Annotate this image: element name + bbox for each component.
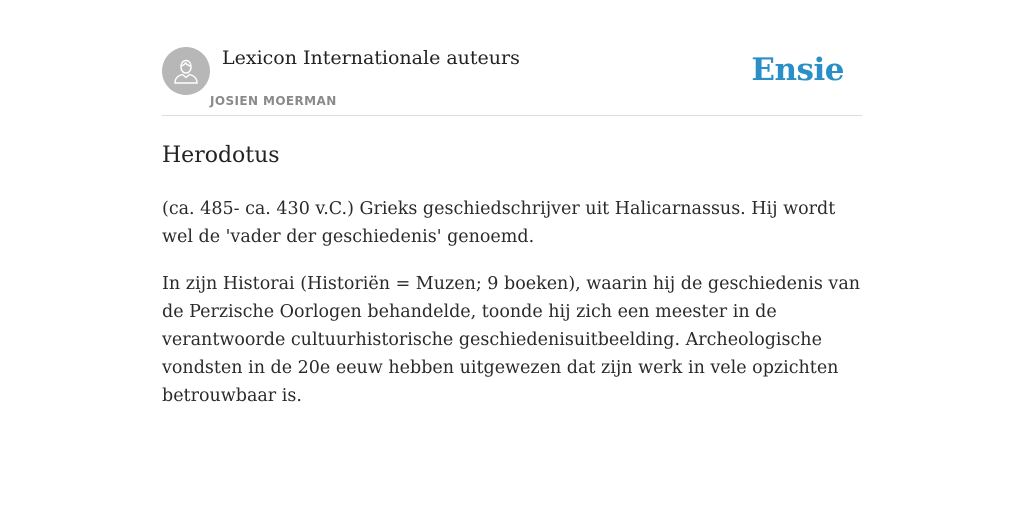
book-title[interactable]: Lexicon Internationale auteurs	[222, 47, 520, 69]
header	[162, 46, 862, 116]
entry-paragraph: (ca. 485- ca. 430 v.C.) Grieks geschiedschrijver uit Halicarnassus. Hij wordt wel de 'vader der geschiedenis' genoemd.	[162, 199, 836, 247]
entry-title: Herodotus	[162, 143, 280, 168]
user-avatar-icon[interactable]	[162, 47, 210, 95]
page	[162, 0, 862, 410]
author-name[interactable]: JOSIEN MOERMAN	[210, 94, 337, 108]
entry-paragraph: In zijn Historai (Historiën = Muzen; 9 boeken), waarin hij de geschiedenis van de Perzische Oorlogen behandelde, toonde hij zich een meester in de verantwoorde cultuurhistorische geschiedenisuitbeelding. Archeologische vondsten in de 20e eeuw hebben uitgewezen dat zijn werk in vele opzichten betrouwbaar is.	[162, 274, 861, 406]
ensie-logo[interactable]: Ensie	[751, 52, 844, 88]
